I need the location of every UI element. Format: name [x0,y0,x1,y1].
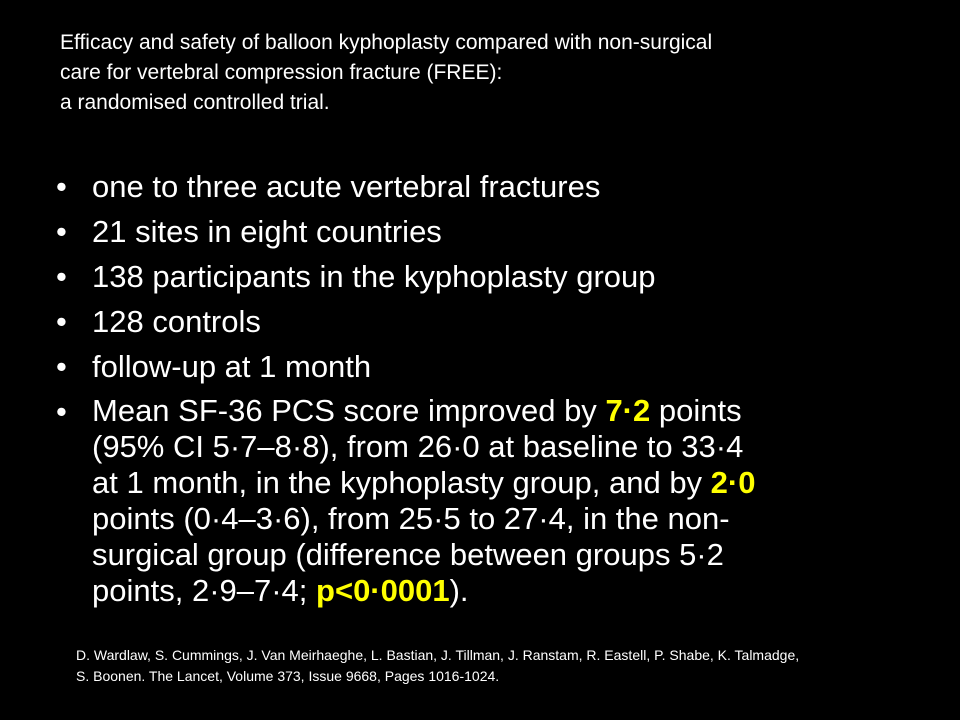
bullet-marker: • [56,394,67,429]
title-line-3: a randomised controlled trial. [60,91,330,114]
result-text: at 1 month, in the kyphoplasty group, and by [92,465,711,500]
result-row-4: points (0·4–3·6), from 25·5 to 27·4, in the non- [92,501,730,536]
bullet-marker: • [56,349,67,384]
bullet-item [56,299,936,344]
bullet-item [56,164,936,209]
title-line-2: care for vertebral compression fracture (FREE): [60,61,503,84]
highlight-p-value: p<0·0001 [316,573,450,608]
highlight-kyphoplasty-improvement: 7·2 [605,393,651,428]
result-row-6 [92,573,936,609]
bullet-item [56,344,936,389]
bullet-marker: • [56,304,67,339]
bullet-text: 138 participants in the kyphoplasty group [92,259,656,294]
highlight-control-improvement: 2·0 [710,465,756,500]
result-text: points [650,393,742,428]
bullet-text: 128 controls [92,304,261,339]
bullet-text: 21 sites in eight countries [92,214,442,249]
title-line-1: Efficacy and safety of balloon kyphoplasty compared with non-surgical [60,31,713,54]
result-bullet [56,389,936,609]
bullet-text: one to three acute vertebral fractures [92,169,601,204]
bullet-text: follow-up at 1 month [92,349,372,384]
bullet-list [56,164,936,609]
result-row-2: (95% CI 5·7–8·8), from 26·0 at baseline to 33·4 [92,429,744,464]
result-text: Mean SF-36 PCS score improved by [92,393,606,428]
bullet-marker: • [56,169,67,204]
result-row-5: surgical group (difference between groups 5·2 [92,537,724,572]
citation-line-2: S. Boonen. The Lancet, Volume 373, Issue 9668, Pages 1016-1024. [76,668,500,684]
citation [76,645,936,687]
bullet-marker: • [56,259,67,294]
result-text: ). [449,573,469,608]
citation-line-1: D. Wardlaw, S. Cummings, J. Van Meirhaeghe, L. Bastian, J. Tillman, J. Ranstam, R. Eastell, P. Shabe, K. Talmadge, [76,647,800,663]
result-row-1 [92,393,936,429]
bullet-item [56,254,936,299]
result-row-3 [92,465,936,501]
bullet-item [56,209,936,254]
result-text: points, 2·9–7·4; [92,573,317,608]
slide-title [60,28,920,118]
bullet-marker: • [56,214,67,249]
